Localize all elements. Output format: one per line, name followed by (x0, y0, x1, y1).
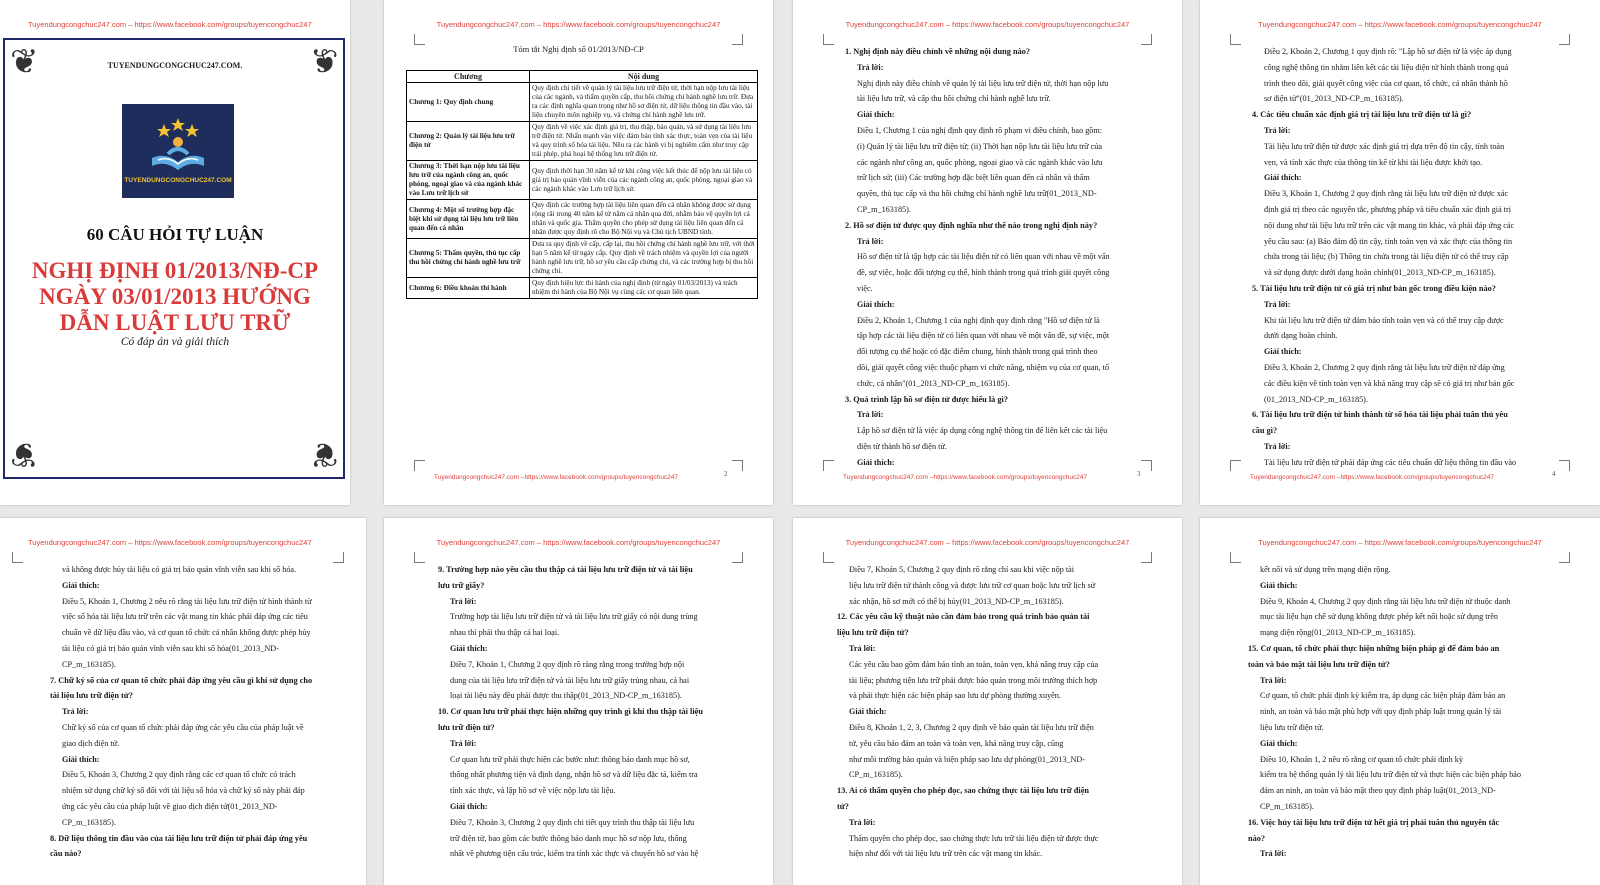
question-heading: 7. Chữ ký số của cơ quan tổ chức phải đáp ứng yêu cầu gì khi sử dụng cho (50, 675, 313, 685)
answer-label: Trả lời: (1260, 675, 1287, 685)
summary-table (406, 70, 758, 299)
page-footer: Tuyendungcongchuc247.com –https://www.facebook.com/groups/tuyencongchuc247 (434, 474, 679, 481)
body-text-line: Nghị định này điều chỉnh về quản lý tài liệu lưu trữ điện tử, thời hạn nộp lưu (857, 78, 1109, 88)
question-heading: 15. Cơ quan, tổ chức phải thực hiện những biện pháp gì để đảm bảo an (1248, 643, 1500, 653)
answer-label: Trả lời: (62, 707, 89, 717)
body-text-line: nhất về phương tiện cấu trúc, kiểm tra tính xác thực và chuyển hồ sơ vào hệ (450, 849, 699, 859)
answer-label: Giải thích: (857, 110, 895, 120)
question-heading: 12. Các yêu cầu kỹ thuật nào cần đảm bảo trong quá trình bảo quản tài (837, 612, 1090, 622)
question-heading: toàn và bảo mật tài liệu lưu trữ điện tử? (1248, 659, 1390, 669)
page-footer: Tuyendungcongchuc247.com –https://www.facebook.com/groups/tuyencongchuc247 (843, 474, 1088, 481)
answer-label: Giải thích: (857, 299, 895, 309)
page-footer: Tuyendungcongchuc247.com –https://www.facebook.com/groups/tuyencongchuc247 (1250, 474, 1495, 481)
body-text-line: (01_2013_ND-CP_m_163185). (1264, 394, 1368, 404)
body-text-line: công nghệ thông tin nhằm liên kết các tài liệu điện tử hình thành trong quá (1264, 62, 1509, 72)
body-text-line: Cơ quan, tổ chức phải định kỳ kiểm tra, áp dụng các biện pháp đảm bảo an (1260, 691, 1506, 701)
page-header: Tuyendungcongchuc247.com – https://www.facebook.com/groups/tuyencongchuc247 (845, 538, 1130, 547)
body-text-line: yêu cầu sau: (a) Bảo đảm độ tin cậy, tính toàn vẹn và xác thực của thông tin (1264, 236, 1513, 246)
answer-label: Giải thích: (450, 801, 488, 811)
page-2-summary (384, 0, 773, 505)
question-heading: cầu gì? (1252, 426, 1278, 436)
body-text-line: Điều 7, Khoản 1, Chương 2 quy định rõ ràng rằng trong trường hợp nội (450, 659, 685, 669)
body-text-line: tử, yêu cầu bảo đảm an toàn và toàn vẹn, khả năng truy cập, cũng (849, 738, 1064, 748)
body-text-line: và sử dụng được dưới dạng hoàn chỉnh(01_2013_ND-CP_m_163185). (1264, 268, 1496, 278)
body-text-line: đối tượng cụ thể hoặc có đặc điểm chung, hình thành trong quá trình theo (857, 347, 1098, 357)
body-text-line: ứng các yêu cầu của pháp luật về giao dịch điện tử(01_2013_ND- (62, 801, 278, 811)
answer-label: Giải thích: (1260, 580, 1298, 590)
question-heading: 2. Hồ sơ điện tử được quy định nghĩa như thế nào trong nghị định này? (845, 220, 1098, 230)
body-text-line: Điều 7, Khoản 5, Chương 2 quy định rõ rằng chỉ sau khi việc nộp tài (849, 565, 1075, 574)
question-heading: 16. Việc hủy tài liệu lưu trữ điện tử hết giá trị phải tuân thủ nguyên tắc (1248, 817, 1500, 827)
answer-label: Trả lời: (849, 817, 876, 827)
site-logo (122, 104, 234, 198)
body-text-line: đảm an ninh, an toàn và bảo mật theo quy định pháp luật(01_2013_ND- (1260, 786, 1496, 796)
body-text-line: trình theo dõi, giải quyết công việc của cơ quan, tổ chức, cá nhân thành hồ (1264, 78, 1508, 88)
question-heading: tài liệu lưu trữ điện tử? (50, 691, 133, 701)
chapter-cell: Chương 4: Một số trường hợp đặc biệt khi sử dụng tài liệu lưu trữ liên quan đến cá nhân (407, 200, 530, 239)
answer-label: Trả lời: (1264, 299, 1291, 309)
answer-label: Giải thích: (857, 457, 895, 467)
page-header: Tuyendungcongchuc247.com – https://www.facebook.com/groups/tuyencongchuc247 (436, 20, 721, 29)
body-text-line: Điều 8, Khoản 1, 2, 3, Chương 2 quy định về bảo quản tài liệu lưu trữ điện (849, 722, 1094, 732)
body-text-line: Cơ quan lưu trữ phải thực hiện các bước như: thông báo danh mục hồ sơ, (450, 754, 690, 764)
body-text-line: định giá trị theo các nguyên tắc, phương pháp và tiêu chuẩn xác định giá trị (1264, 204, 1512, 214)
question-heading: 5. Tài liệu lưu trữ điện tử có giá trị như bản gốc trong điều kiện nào? (1252, 283, 1496, 293)
question-heading: 6. Tài liệu lưu trữ điện tử hình thành từ số hóa tài liệu phải tuân thủ yêu (1252, 410, 1508, 420)
body-text-line: Khi tài liệu lưu trữ điện tử đảm bảo tính toàn vẹn và có thể truy cập được (1264, 315, 1504, 325)
question-heading: 1. Nghị định này điều chỉnh về những nội dung nào? (845, 47, 1031, 56)
page-1-cover (0, 0, 350, 505)
body-text-line: tài liệu lưu trữ, và cấp thu hồi chứng chỉ hành nghề lưu trữ. (857, 94, 1051, 104)
question-heading: 3. Quá trình lập hồ sơ điện tử được hiểu là gì? (845, 394, 1008, 404)
body-text-line: Lập hồ sơ điện tử là việc áp dụng công nghệ thông tin để liên kết các tài liệu (857, 426, 1108, 436)
table-row (407, 200, 758, 239)
answer-label: Trả lời: (849, 643, 876, 653)
page-content (1252, 44, 1568, 471)
table-row (407, 161, 758, 200)
answer-label: Giải thích: (849, 707, 887, 717)
corner-ornament-icon: ❦ (309, 44, 338, 81)
page-corner-mark (732, 460, 743, 471)
cover-subtitle: 60 CÂU HỎI TỰ LUẬN (86, 225, 264, 244)
cover-note: Có đáp án và giải thích (120, 336, 230, 348)
content-cell: Quy định về việc xác định giá trị, thu thập, bảo quản, và sử dụng tài liệu lưu trữ điện tử. Nhấn mạnh vào việc đảm bảo tính xác thực, toàn vẹn của tài liệu và quy trình số hóa tài liệu. Nêu ra các hành vi bị nghiêm cấm như truy cập trái phép, phá hoại hệ thống lưu trữ điện tử. (530, 122, 758, 161)
body-text-line: chức, cá nhân"(01_2013_ND-CP_m_163185). (857, 378, 1010, 388)
body-text-line: Tài liệu lưu trữ điện tử phải đáp ứng các tiêu chuẩn dữ liệu thông tin đầu vào (1264, 457, 1517, 467)
answer-label: Giải thích: (1264, 347, 1302, 357)
answer-label: Trả lời: (857, 410, 884, 420)
body-text-line: Điều 3, Khoản 2, Chương 2 quy định rằng tài liệu lưu trữ điện tử đáp ứng (1264, 362, 1505, 372)
body-text-line: chuẩn về dữ liệu đầu vào, và cơ quan tổ chức cá nhân không được phép hủy (62, 628, 311, 638)
body-text-line: mục tài liệu hạn chế sử dụng không được phép kết nối hoặc sử dụng trên (1260, 612, 1498, 622)
table-row (407, 122, 758, 161)
body-text-line: CP_m_163185). (62, 817, 116, 827)
body-text-line: dưới dạng hoàn chỉnh. (1264, 331, 1338, 341)
page-corner-mark (823, 34, 834, 45)
answer-label: Trả lời: (1260, 849, 1287, 859)
question-heading: lưu trữ giấy? (438, 580, 485, 590)
body-text-line: nhau thì phải thu thập cả hai loại. (450, 628, 560, 638)
cover-site-name: TUYENDUNGCONGCHUC247.COM. (107, 61, 243, 70)
content-cell: Quy định thời hạn 30 năm kể từ khi công việc kết thúc để nộp lưu tài liệu có giá trị bảo quản vĩnh viễn của các ngành công an, quốc phòng, ngoại giao và các ngành khác vào Lưu trữ lịch sử. (530, 161, 758, 200)
page-number: 4 (1552, 470, 1556, 478)
body-text-line: nội dung như tài liệu lưu trữ trên các vật mang tin khác, và phải đáp ứng các (1264, 220, 1515, 230)
body-text-line: các ngành như công an, quốc phòng, ngoại giao và các ngành khác vào lưu (857, 157, 1103, 167)
page-header: Tuyendungcongchuc247.com – https://www.facebook.com/groups/tuyencongchuc247 (28, 20, 312, 29)
page-6 (384, 518, 773, 885)
answer-label: Trả lời: (857, 236, 884, 246)
body-text-line: loại tài liệu này đều phải được thu thập(01_2013_ND-CP_m_163185). (450, 691, 682, 701)
page-header: Tuyendungcongchuc247.com – https://www.facebook.com/groups/tuyencongchuc247 (436, 538, 721, 547)
question-heading: liệu lưu trữ điện tử? (837, 628, 909, 638)
body-text-line: CP_m_163185). (62, 659, 116, 669)
question-heading: 9. Trường hợp nào yêu cầu thu thập cả tài liệu lưu trữ điện tử và tài liệu (438, 565, 693, 574)
page-content (837, 562, 1150, 862)
body-text-line: liệu lưu trữ điện tử thành công và được lưu trữ cơ quan hoặc lưu trữ lịch sử (849, 580, 1096, 590)
body-text-line: Điều 10, Khoản 1, 2 nêu rõ rằng cơ quan tổ chức phải định kỳ (1260, 754, 1463, 764)
body-text-line: hiện như đối với tài liệu lưu trữ trên các vật mang tin khác. (849, 849, 1043, 859)
page-header: Tuyendungcongchuc247.com – https://www.facebook.com/groups/tuyencongchuc247 (1258, 538, 1542, 547)
body-text-line: Hồ sơ điện tử là tập hợp các tài liệu điện tử có liên quan với nhau về một vấn (857, 252, 1110, 262)
table-header-content: Nội dung (530, 71, 758, 83)
answer-label: Trả lời: (857, 62, 884, 72)
page-content (1248, 562, 1568, 862)
corner-ornament-icon: ❦ (309, 435, 338, 472)
page-number: 3 (1137, 470, 1141, 478)
body-text-line: Thẩm quyền cho phép đọc, sao chứng thực lưu trữ tài liệu điện tử được thực (849, 833, 1099, 843)
body-text-line: xác nhận, hồ sơ mới có thể bị hủy(01_2013_ND-CP_m_163185). (849, 596, 1064, 606)
page-number: 2 (724, 470, 728, 478)
table-row (407, 83, 758, 122)
body-text-line: Trường hợp tài liệu lưu trữ điện tử và tài liệu lưu trữ giấy có nội dung trùng (450, 612, 698, 622)
body-text-line: Tài liệu lưu trữ điện tử được xác định giá trị dựa trên độ tin cậy, tính toàn (1264, 141, 1505, 151)
page-corner-mark (1230, 552, 1241, 563)
page-corner-mark (12, 552, 23, 563)
page-corner-mark (414, 552, 425, 563)
page-content (438, 562, 741, 862)
page-header: Tuyendungcongchuc247.com – https://www.facebook.com/groups/tuyencongchuc247 (845, 20, 1130, 29)
page-4 (1200, 0, 1600, 505)
logo-text: TUYENDUNGCONGCHUC247.COM (124, 177, 232, 184)
body-text-line: Điều 1, Chương 1 của nghị định quy định rõ phạm vi điều chỉnh, bao gồm: (857, 125, 1103, 135)
page-5 (0, 518, 366, 885)
body-text-line: Điều 3, Khoản 1, Chương 2 quy định rằng tài liệu lưu trữ điện tử được xác (1264, 189, 1509, 199)
chapter-cell: Chương 3: Thời hạn nộp lưu tài liệu lưu trữ của ngành công an, quốc phòng, ngoại giao và của ngành khác vào Lưu trữ lịch sử (407, 161, 530, 200)
page-corner-mark (823, 460, 834, 471)
answer-label: Giải thích: (1264, 173, 1302, 183)
body-text-line: giao dịch điện tử. (62, 738, 120, 748)
body-text-line: Chữ ký số của cơ quan tổ chức phải đáp ứng các yêu cầu của pháp luật về (62, 722, 304, 732)
body-text-line: Điều 2, Khoản 2, Chương 1 quy định rõ: "Lập hồ sơ điện tử là việc áp dụng (1264, 47, 1512, 56)
body-text-line: (i) Quản lý tài liệu lưu trữ điện tử; (ii) Thời hạn nộp lưu tài liệu lưu trữ của (857, 141, 1102, 151)
table-row (407, 239, 758, 278)
body-text-line: ninh, an toàn và bảo mật phù hợp với quy định pháp luật trong quản lý tài (1260, 707, 1502, 717)
question-heading: 8. Dữ liệu thông tin đầu vào của tài liệu lưu trữ điện tử phải đáp ứng yêu (50, 833, 308, 843)
body-text-line: dung của tài liệu lưu trữ điện tử và tài liệu lưu trữ giấy trùng nhau, cả hai (450, 675, 690, 685)
page-corner-mark (1230, 34, 1241, 45)
body-text-line: chứa trong tài liệu; (b) Thông tin chứa trong tài liệu điện tử có thể truy cập (1264, 252, 1509, 262)
content-cell: Quy định các trường hợp tài liệu liên quan đến cá nhân không được sử dụng rộng rãi trong 40 năm kể từ năm cá nhân qua đời, nhằm bảo vệ quyền lợi cá nhân và quốc gia. Thẩm quyền cho phép sử dụng tài liệu liên quan đến cá nhân được quy định rõ cho Bộ Nội vụ và Chủ tịch UBND tỉnh. (530, 200, 758, 239)
page-header: Tuyendungcongchuc247.com – https://www.facebook.com/groups/tuyencongchuc247 (28, 538, 312, 547)
page-content (845, 44, 1150, 471)
body-text-line: vẹn, và tính xác thực của thông tin kể từ khi tài liệu được khởi tạo. (1264, 157, 1483, 167)
body-text-line: và không được hủy tài liệu có giá trị bảo quản vĩnh viễn sau khi số hóa. (62, 565, 297, 574)
body-text-line: kiểm tra hệ thống quản lý tài liệu lưu trữ điện tử và thực hiện các biện pháp bảo (1260, 770, 1522, 780)
chapter-cell: Chương 5: Thẩm quyền, thủ tục cấp thu hồi chứng chỉ hành nghề lưu trữ (407, 239, 530, 278)
body-text-line: đề, sự việc, hoặc đối tượng cụ thể, hình thành trong quá trình giải quyết công (857, 268, 1110, 278)
answer-label: Giải thích: (62, 754, 100, 764)
table-header-chapter: Chương (407, 71, 530, 83)
body-text-line: sơ điện tử"(01_2013_ND-CP_m_163185). (1264, 94, 1404, 104)
body-text-line: dõi, giải quyết công việc thuộc phạm vi chức năng, nhiệm vụ của cơ quan, tổ (857, 362, 1110, 372)
body-text-line: tập hợp các tài liệu điện tử có liên quan với nhau về một vấn đề, sự việc, một (857, 331, 1110, 341)
page-8 (1200, 518, 1600, 885)
answer-label: Trả lời: (1264, 125, 1291, 135)
summary-title: Tóm tắt Nghị định số 01/2013/NĐ-CP (513, 44, 644, 54)
body-text-line: việc số hóa tài liệu lưu trữ trên các vật mang tin khác phải đáp ứng các tiêu (62, 612, 308, 622)
book-stars-icon (122, 110, 234, 180)
body-text-line: tài liệu có giá trị bảo quản vĩnh viễn sau khi số hóa(01_2013_ND- (62, 643, 279, 653)
question-heading: cầu nào? (50, 849, 82, 859)
body-text-line: Điều 2, Khoản 1, Chương 1 của nghị định quy định rằng "Hồ sơ điện tử là (857, 315, 1100, 325)
body-text-line: như môi trường bảo quản và biện pháp sao lưu dự phòng(01_2013_ND- (849, 754, 1086, 764)
body-text-line: điện tử thành hồ sơ điện tử. (857, 441, 947, 451)
body-text-line: CP_m_163185). (857, 204, 911, 214)
body-text-line: nhiệm sử dụng chữ ký số đối với tài liệu số hóa và chữ ký số này phải đáp (62, 786, 305, 796)
body-text-line: trữ điện tử, bao gồm các bước thông báo danh mục hồ sơ nộp lưu, thống (450, 833, 687, 843)
body-text-line: và phải thực hiện các biện pháp sao lưu dự phòng thường xuyên. (849, 691, 1061, 701)
body-text-line: tính xác thực, và lập hồ sơ về việc nộp lưu tài liệu. (450, 786, 616, 796)
question-heading: 4. Các tiêu chuẩn xác định giá trị tài liệu lưu trữ điện tử là gì? (1252, 110, 1472, 120)
body-text-line: Điều 7, Khoản 3, Chương 2 quy định chi tiết quy trình thu thập tài liệu lưu (450, 817, 695, 827)
chapter-cell: Chương 1: Quy định chung (407, 83, 530, 122)
table-row (407, 278, 758, 299)
body-text-line: quyền, thủ tục cấp và thu hồi chứng chỉ hành nghề lưu trữ(01_2013_ND- (857, 189, 1097, 199)
content-cell: Quy định chi tiết về quản lý tài liệu lưu trữ điện tử, thời hạn nộp lưu tài liệu của các ngành, và thẩm quyền cấp, thu hồi chứng chỉ hành nghề lưu trữ. Đưa ra các định nghĩa quan trọng như hồ sơ điện tử, dữ liệu thông tin đầu vào, tài liệu chuyên môn nghiệp vụ, và chứng chỉ hành nghề lưu trữ. (530, 83, 758, 122)
body-text-line: việc. (857, 283, 873, 293)
content-cell: Đưa ra quy định về cấp, cấp lại, thu hồi chứng chỉ hành nghề lưu trữ, với thời hạn 5 năm kể từ ngày cấp. Quy định về trách nhiệm và quyền lợi của người hành nghề lưu trữ, hồ sơ yêu cầu cấp chứng chỉ, và các trường hợp bị thu hồi chứng chỉ. (530, 239, 758, 278)
answer-label: Trả lời: (450, 596, 477, 606)
corner-ornament-icon: ❦ (10, 44, 39, 81)
page-content (50, 562, 346, 862)
page-header: Tuyendungcongchuc247.com – https://www.facebook.com/groups/tuyencongchuc247 (1258, 20, 1542, 29)
answer-label: Giải thích: (1260, 738, 1298, 748)
body-text-line: kết nối và sử dụng trên mạng diện rộng. (1260, 565, 1391, 574)
body-text-line: tài liệu; phương tiện lưu trữ phải được bảo quản trong môi trường thích hợp (849, 675, 1098, 685)
cover-title: NGHỊ ĐỊNH 01/2013/NĐ-CP NGÀY 03/01/2013 HƯỚNG DẪN LUẬT LƯU TRỮ (31, 258, 319, 335)
chapter-cell: Chương 2: Quản lý tài liệu lưu trữ điện tử (407, 122, 530, 161)
body-text-line: mạng diện rộng(01_2013_ND-CP_m_163185). (1260, 628, 1416, 638)
body-text-line: trữ lịch sử; (iii) Các trường hợp đặc biệt liên quan đến cá nhân và thẩm (857, 173, 1090, 183)
content-cell: Quy định hiệu lực thi hành của nghị định (từ ngày 01/03/2013) và trách nhiệm thi hành của Bộ Nội vụ cùng các cơ quan liên quan. (530, 278, 758, 299)
question-heading: 10. Cơ quan lưu trữ phải thực hiện những quy trình gì khi thu thập tài liệu (438, 707, 703, 717)
corner-ornament-icon: ❦ (10, 435, 39, 472)
body-text-line: CP_m_163185). (849, 770, 903, 780)
question-heading: lưu trữ điện tử? (438, 722, 495, 732)
answer-label: Giải thích: (450, 643, 488, 653)
answer-label: Giải thích: (62, 580, 100, 590)
question-heading: tử? (837, 801, 849, 811)
page-3 (793, 0, 1182, 505)
body-text-line: Các yêu cầu bao gồm đảm bảo tính an toàn, toàn vẹn, khả năng truy cập của (849, 659, 1099, 669)
chapter-cell: Chương 6: Điều khoản thi hành (407, 278, 530, 299)
body-text-line: thống nhất phương tiện và định dạng, nhận hồ sơ và dữ liệu đặc tả, kiểm tra (450, 770, 698, 780)
body-text-line: các điều kiện về tính toàn vẹn và khả năng truy cập sẽ có giá trị như bản gốc (1264, 378, 1515, 388)
answer-label: Trả lời: (450, 738, 477, 748)
question-heading: nào? (1248, 833, 1266, 843)
page-corner-mark (414, 460, 425, 471)
page-7 (793, 518, 1182, 885)
body-text-line: Điều 5, Khoản 1, Chương 2 nêu rõ rằng tài liệu lưu trữ điện tử hình thành từ (62, 596, 312, 606)
answer-label: Trả lời: (1264, 441, 1291, 451)
body-text-line: liệu lưu trữ điện tử. (1260, 722, 1324, 732)
body-text-line: Điều 9, Khoản 4, Chương 2 quy định rằng tài liệu lưu trữ điện tử thuộc danh (1260, 596, 1511, 606)
page-corner-mark (823, 552, 834, 563)
body-text-line: Điều 5, Khoản 3, Chương 2 quy định rằng các cơ quan tổ chức có trách (62, 770, 296, 780)
question-heading: 13. Ai có thẩm quyền cho phép đọc, sao chứng thực tài liệu lưu trữ điện (837, 786, 1090, 796)
body-text-line: CP_m_163185). (1260, 801, 1314, 811)
page-corner-mark (1230, 460, 1241, 471)
